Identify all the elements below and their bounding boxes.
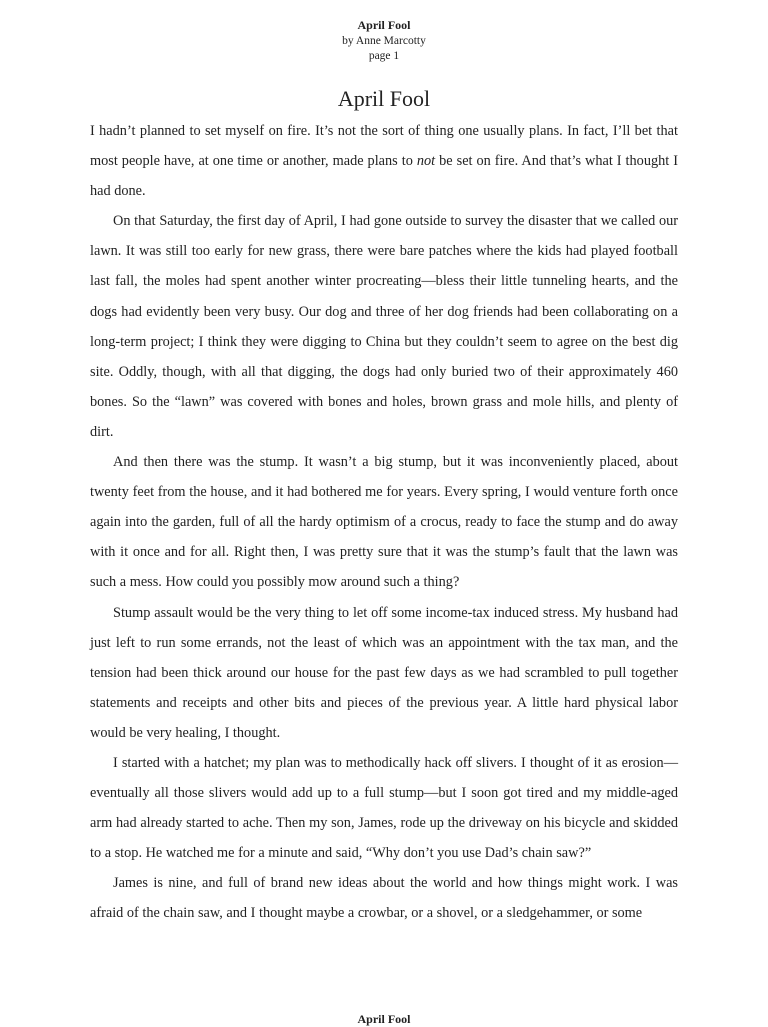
paragraph-5: I started with a hatchet; my plan was to methodically hack off slivers. I thought of it as erosion—eventually all those slivers would add up to a full stump—but I soon got tired and my middle-aged arm had already started to ache. Then my son, James, rode up the driveway on his bicycle and skidded to a stop. He watched me for a minute and said, “Why don’t you use Dad’s chain saw?” [90, 754, 678, 862]
story-title: April Fool [337, 86, 431, 111]
header-byline: by Anne Marcotty [342, 34, 426, 47]
paragraph-6: James is nine, and full of brand new ideas about the world and how things might work. I was afraid of the chain saw, and I thought maybe a crowbar, or a shovel, or a sledgehammer, or some [90, 875, 678, 922]
running-header [0, 18, 768, 65]
paragraph-3: And then there was the stump. It wasn’t a big stump, but it was inconveniently placed, about twenty feet from the house, and it had bothered me for years. Every spring, I would venture forth once again into the garden, full of all the hardy optimism of a crocus, ready to face the stump and do away with it once and for all. Right then, I was pretty sure that it was the stump’s fault that the lawn was such a mess. How could you possibly mow around such a thing? [90, 454, 678, 591]
paragraph-2: On that Saturday, the first day of April, I had gone outside to survey the disaster that we called our lawn. It was still too early for new grass, there were bare patches where the kids had played football last fall, the moles had spent another winter procreating—bless their little tunneling hearts, and the dogs had evidently been very busy. Our dog and three of her dog friends had been collaborating on a long-term project; I think they were digging to China but they couldn’t seem to agree on the best dig site. Oddly, though, with all that digging, the dogs had only buried two of their approximately 460 bones. So the “lawn” was covered with bones and holes, brown grass and mole hills, and plenty of dirt. [90, 213, 678, 440]
next-page-header-title: April Fool [357, 1012, 411, 1026]
paragraph-1-text-b: be set on fire. And that’s what I thought I had done. [90, 153, 678, 200]
paragraph-1 [90, 116, 678, 206]
paragraph-1-emphasis: not [416, 153, 436, 170]
header-page-number: page 1 [368, 50, 400, 62]
header-title: April Fool [357, 18, 411, 32]
paragraph-4: Stump assault would be the very thing to let off some income-tax induced stress. My husband had just left to run some errands, not the least of which was an appointment with the tax man, and the tension had been thick around our house for the past few days as we had scrambled to pull together statements and receipts and other bits and pieces of the previous year. A little hard physical labor would be very healing, I thought. [90, 604, 678, 741]
paragraph-1-text-a: I hadn’t planned to set myself on fire. It’s not the sort of thing one usually plans. In fact, I’ll bet that most people have, at one time or another, made plans to [90, 123, 678, 170]
story-body [90, 116, 678, 929]
